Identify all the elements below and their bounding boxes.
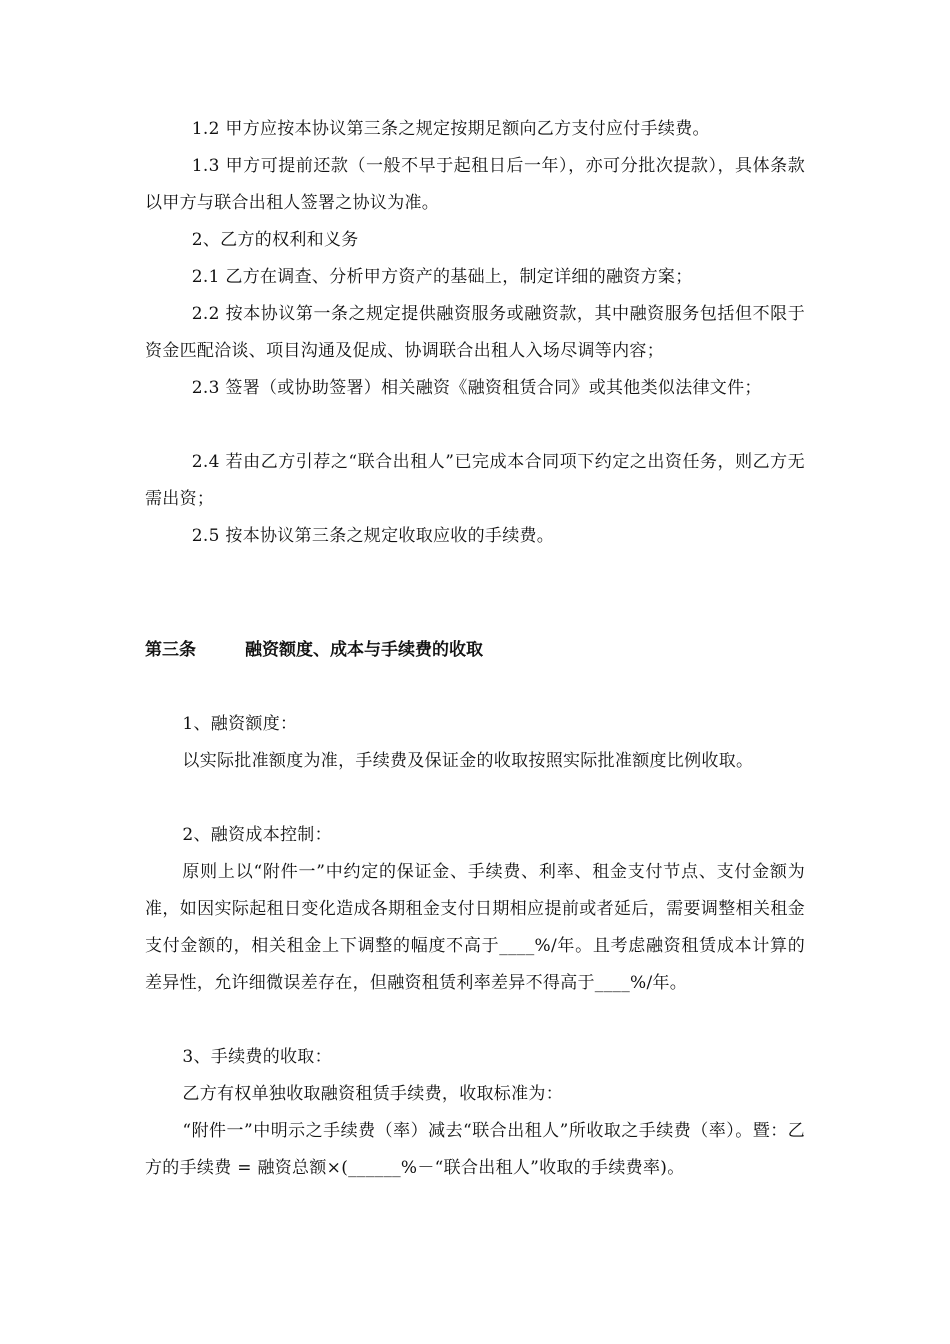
clause-2-1: 2.1 乙方在调查、分析甲方资产的基础上，制定详细的融资方案； xyxy=(191,267,693,287)
clause-2-3: 2.3 签署（或协助签署）相关融资《融资租赁合同》或其他类似法律文件； xyxy=(191,378,762,398)
item-3-heading: 3、手续费的收取： xyxy=(182,1047,332,1067)
clause-2-2: 2.2 按本协议第一条之规定提供融资服务或融资款，其中融资服务包括但不限于资金匹配洽谈、项目沟通及促成、协调联合出租人入场尽调等内容； xyxy=(145,304,805,361)
clause-2-4: 2.4 若由乙方引荐之“联合出租人”已完成本合同项下约定之出资任务，则乙方无需出资； xyxy=(145,452,805,509)
clause-1-2: 1.2 甲方应按本协议第三条之规定按期足额向乙方支付应付手续费。 xyxy=(191,119,710,139)
section-number: 第三条 xyxy=(145,640,196,660)
clause-1-3: 1.3 甲方可提前还款（一般不早于起租日后一年），亦可分批次提款），具体条款以甲方与联合出租人签署之协议为准。 xyxy=(145,156,805,213)
item-2-body: 原则上以“附件一”中约定的保证金、手续费、利率、租金支付节点、支付金额为准，如因实际起租日变化造成各期租金支付日期相应提前或者延后，需要调整相关租金支付金额的，相关租金上下调整的幅度不高于____%/年。且考虑融资租赁成本计算的差异性，允许细微误差存在，但融资租赁利率差异不得高于____%/年。 xyxy=(145,862,805,993)
section-heading xyxy=(145,632,483,669)
item-1-body: 以实际批准额度为准，手续费及保证金的收取按照实际批准额度比例收取。 xyxy=(182,751,754,771)
section-title-text: 融资额度、成本与手续费的收取 xyxy=(245,640,483,660)
clause-2-5: 2.5 按本协议第三条之规定收取应收的手续费。 xyxy=(191,526,555,546)
clause-2-heading: 2、乙方的权利和义务 xyxy=(191,230,359,250)
item-3-body: 乙方有权单独收取融资租赁手续费，收取标准为： xyxy=(182,1084,563,1104)
item-3-formula: “附件一”中明示之手续费（率）减去“联合出租人”所收取之手续费（率）。暨：乙方的手续费 = 融资总额×(______%－“联合出租人”收取的手续费率)。 xyxy=(145,1121,805,1178)
item-2-heading: 2、融资成本控制： xyxy=(182,825,332,845)
item-1-heading: 1、融资额度： xyxy=(182,714,298,734)
